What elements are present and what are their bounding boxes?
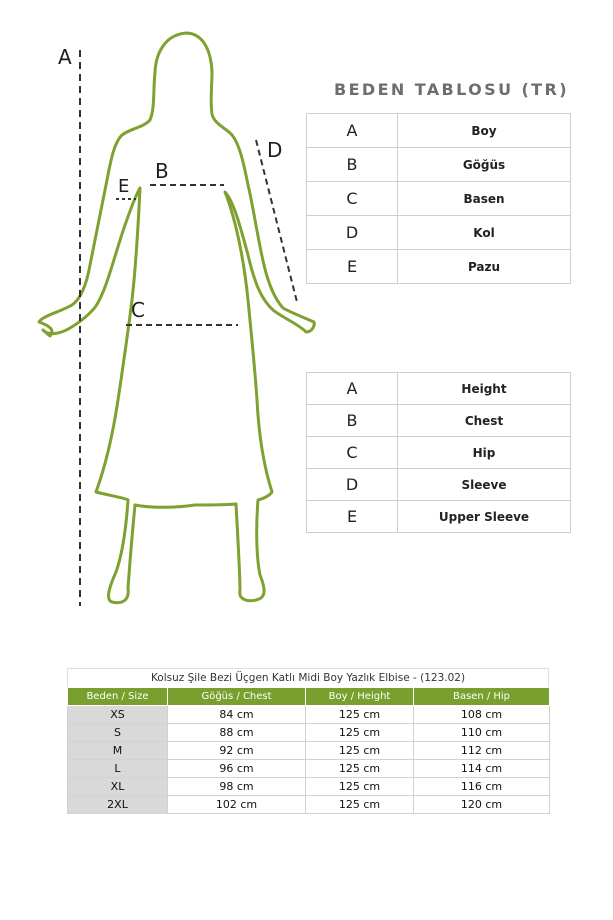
measure-key: D: [307, 469, 398, 501]
size-chart: [67, 668, 549, 814]
height-cell: 125 cm: [306, 796, 414, 814]
size-cell: XL: [68, 778, 168, 796]
hip-cell: 120 cm: [414, 796, 550, 814]
table-row: [307, 469, 571, 501]
measure-d-line: [256, 140, 297, 302]
table-row: [68, 778, 550, 796]
measure-name: Height: [398, 373, 571, 405]
table-row: [68, 724, 550, 742]
measurement-key-table-tr: [306, 113, 571, 284]
measure-a-label: A: [58, 45, 72, 69]
measure-name: Upper Sleeve: [398, 501, 571, 533]
measure-key: B: [307, 405, 398, 437]
measure-key: C: [307, 437, 398, 469]
measure-key: D: [307, 216, 398, 250]
chest-cell: 84 cm: [168, 706, 306, 724]
size-guide-title-tr: BEDEN TABLOSU (TR): [334, 80, 569, 99]
chest-cell: 98 cm: [168, 778, 306, 796]
measure-key: A: [307, 373, 398, 405]
column-header-size: Beden / Size: [68, 688, 168, 706]
hip-cell: 110 cm: [414, 724, 550, 742]
table-row: [68, 706, 550, 724]
table-row: [68, 760, 550, 778]
measure-key: A: [307, 114, 398, 148]
measure-e-label: E: [118, 176, 130, 197]
table-row: [307, 148, 571, 182]
size-cell: M: [68, 742, 168, 760]
hip-cell: 116 cm: [414, 778, 550, 796]
height-cell: 125 cm: [306, 706, 414, 724]
measure-b-label: B: [155, 159, 169, 183]
table-row: [307, 216, 571, 250]
size-cell: L: [68, 760, 168, 778]
table-row: [68, 742, 550, 760]
hip-cell: 108 cm: [414, 706, 550, 724]
table-row: [307, 437, 571, 469]
chest-cell: 96 cm: [168, 760, 306, 778]
measure-name: Sleeve: [398, 469, 571, 501]
measure-name: Hip: [398, 437, 571, 469]
size-cell: XS: [68, 706, 168, 724]
measurement-key-table-en: [306, 372, 571, 533]
measure-key: E: [307, 250, 398, 284]
height-cell: 125 cm: [306, 760, 414, 778]
table-row: [307, 373, 571, 405]
measure-name: Chest: [398, 405, 571, 437]
chest-cell: 102 cm: [168, 796, 306, 814]
size-cell: 2XL: [68, 796, 168, 814]
measure-name: Kol: [398, 216, 571, 250]
measure-name: Göğüs: [398, 148, 571, 182]
measure-name: Pazu: [398, 250, 571, 284]
hip-cell: 112 cm: [414, 742, 550, 760]
measure-name: Basen: [398, 182, 571, 216]
table-row: [307, 114, 571, 148]
table-row: [307, 250, 571, 284]
height-cell: 125 cm: [306, 778, 414, 796]
measure-key: E: [307, 501, 398, 533]
table-row: [307, 405, 571, 437]
size-chart-table: [67, 687, 550, 814]
size-cell: S: [68, 724, 168, 742]
height-cell: 125 cm: [306, 724, 414, 742]
chest-cell: 88 cm: [168, 724, 306, 742]
height-cell: 125 cm: [306, 742, 414, 760]
measure-key: C: [307, 182, 398, 216]
measure-d-label: D: [267, 138, 283, 162]
size-chart-title: Kolsuz Şile Bezi Üçgen Katlı Midi Boy Yazlık Elbise - (123.02): [67, 668, 549, 687]
table-row: [307, 501, 571, 533]
column-header-chest: Göğüs / Chest: [168, 688, 306, 706]
column-header-height: Boy / Height: [306, 688, 414, 706]
column-header-hip: Basen / Hip: [414, 688, 550, 706]
chest-cell: 92 cm: [168, 742, 306, 760]
table-row: [68, 796, 550, 814]
table-header-row: [68, 688, 550, 706]
hip-cell: 114 cm: [414, 760, 550, 778]
measure-c-label: C: [131, 298, 145, 322]
measure-key: B: [307, 148, 398, 182]
table-row: [307, 182, 571, 216]
measure-name: Boy: [398, 114, 571, 148]
